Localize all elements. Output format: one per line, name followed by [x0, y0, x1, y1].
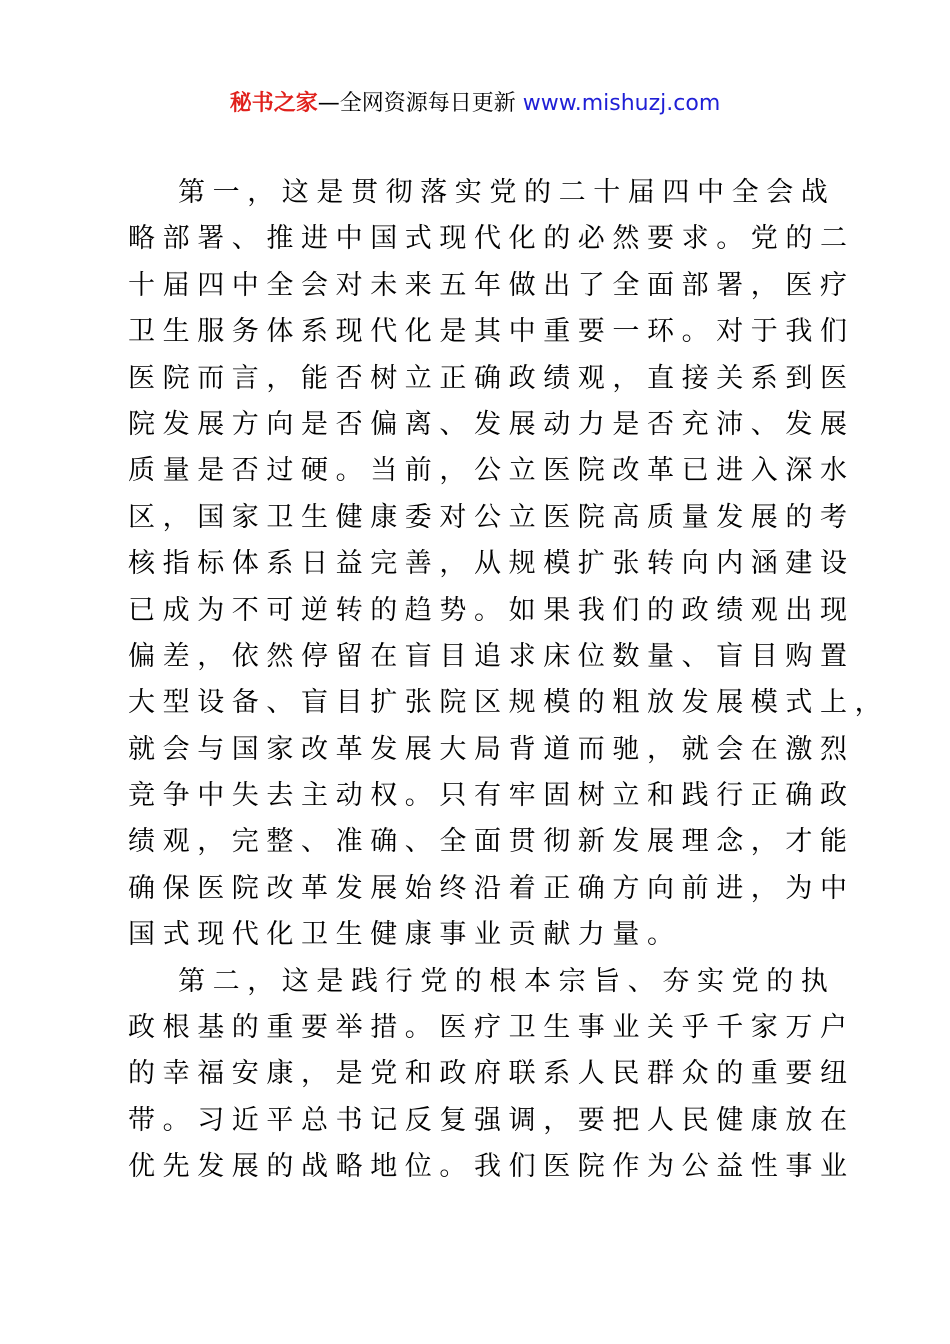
paragraph-1-line-1: 第一，这是贯彻落实党的二十届四中全会战	[178, 177, 836, 208]
paragraph-2-line-5: 优先发展的战略地位。我们医院作为公益性事业	[128, 1151, 855, 1183]
paragraph-2-line-3: 的幸福安康，是党和政府联系人民群众的重要纽	[128, 1058, 855, 1090]
page-header	[0, 86, 950, 122]
paragraph-2-line-2: 政根基的重要举措。医疗卫生事业关乎千家万户	[128, 1012, 855, 1044]
paragraph-1-line-8: 区，国家卫生健康委对公立医院高质量发展的考	[128, 501, 855, 533]
paragraph-2-line-1: 第二，这是践行党的根本宗旨、夯实党的执	[178, 965, 836, 997]
paragraph-1-line-14: 竞争中失去主动权。只有牢固树立和践行正确政	[128, 780, 855, 812]
paragraph-1-line-10: 已成为不可逆转的趋势。如果我们的政绩观出现	[128, 594, 855, 626]
paragraph-1-line-4: 卫生服务体系现代化是其中重要一环。对于我们	[128, 316, 855, 348]
paragraph-1-line-2: 略部署、推进中国式现代化的必然要求。党的二	[128, 223, 855, 255]
brand-name: 秘书之家	[229, 91, 318, 116]
paragraph-1-line-3: 十届四中全会对未来五年做出了全面部署，医疗	[128, 269, 855, 301]
paragraph-1-line-12: 大型设备、盲目扩张院区规模的粗放发展模式上，	[128, 687, 890, 719]
header-tagline: —全网资源每日更新	[317, 91, 516, 116]
paragraph-1-line-15: 绩观，完整、准确、全面贯彻新发展理念，才能	[128, 826, 855, 858]
document-body	[128, 170, 890, 1191]
paragraph-1-line-17: 国式现代化卫生健康事业贡献力量。	[128, 919, 682, 951]
header-url-link[interactable]: www.mishuzj.com	[522, 91, 721, 116]
paragraph-2-line-4: 带。习近平总书记反复强调，要把人民健康放在	[128, 1104, 855, 1136]
paragraph-1-line-13: 就会与国家改革发展大局背道而驰，就会在激烈	[128, 733, 855, 765]
paragraph-1-line-9: 核指标体系日益完善，从规模扩张转向内涵建设	[128, 548, 855, 580]
paragraph-1-line-16: 确保医院改革发展始终沿着正确方向前进，为中	[128, 872, 855, 904]
paragraph-1-line-6: 院发展方向是否偏离、发展动力是否充沛、发展	[128, 408, 855, 440]
paragraph-1-line-11: 偏差，依然停留在盲目追求床位数量、盲目购置	[128, 640, 855, 672]
paragraph-1-line-7: 质量是否过硬。当前，公立医院改革已进入深水	[128, 455, 855, 487]
paragraph-1-line-5: 医院而言，能否树立正确政绩观，直接关系到医	[128, 362, 855, 394]
